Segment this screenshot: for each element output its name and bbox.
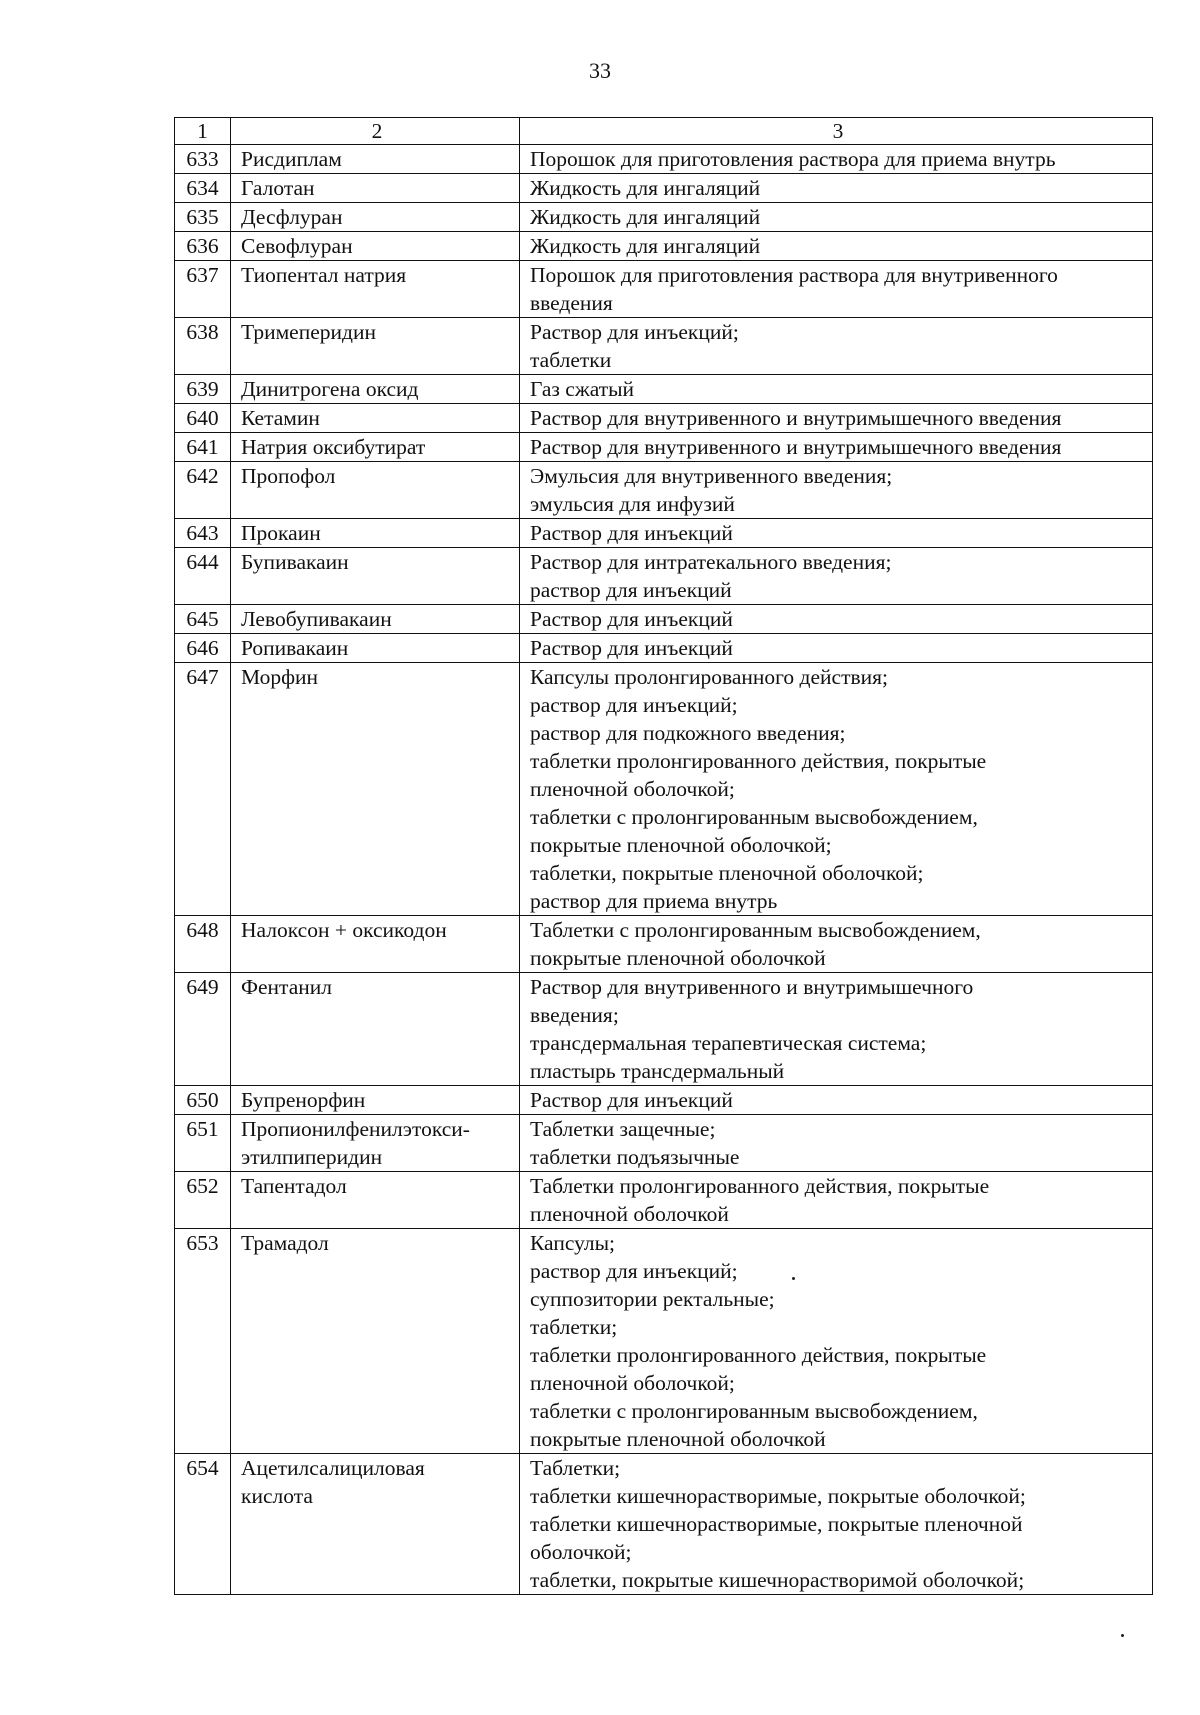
row-number: 652 xyxy=(175,1172,231,1229)
dosage-form-line: таблетки пролонгированного действия, покрытые xyxy=(530,749,987,773)
drug-name-line: Тапентадол xyxy=(241,1174,347,1198)
drug-name-line: Прокаин xyxy=(241,521,321,545)
drug-name-line: Трамадол xyxy=(241,1231,329,1255)
drug-name-cell xyxy=(231,663,520,916)
drug-name-cell xyxy=(231,462,520,519)
row-number: 649 xyxy=(175,973,231,1086)
row-number: 651 xyxy=(175,1115,231,1172)
column-header-2: 2 xyxy=(231,118,520,145)
dosage-form-line: Раствор для инъекций xyxy=(530,521,733,545)
drug-name-cell xyxy=(231,203,520,232)
dosage-form-line: Жидкость для ингаляций xyxy=(530,176,761,200)
drug-name-cell xyxy=(231,1172,520,1229)
drug-name-cell xyxy=(231,1454,520,1595)
dosage-form-line: введения; xyxy=(530,1003,619,1027)
drug-name-line: Тримеперидин xyxy=(241,320,376,344)
dosage-form-line: покрытые пленочной оболочкой; xyxy=(530,833,832,857)
scan-speck xyxy=(1121,1634,1124,1637)
row-number: 635 xyxy=(175,203,231,232)
drug-name-line: Динитрогена оксид xyxy=(241,377,419,401)
dosage-forms-cell xyxy=(520,433,1153,462)
dosage-form-line: Таблетки пролонгированного действия, покрытые xyxy=(530,1174,990,1198)
dosage-forms-cell xyxy=(520,232,1153,261)
row-number: 650 xyxy=(175,1086,231,1115)
row-number: 644 xyxy=(175,548,231,605)
table-row xyxy=(175,232,1153,261)
dosage-forms-cell xyxy=(520,634,1153,663)
dosage-form-line: Раствор для инъекций xyxy=(530,636,733,660)
drug-name-line: Тиопентал натрия xyxy=(241,263,407,287)
table-body xyxy=(175,118,1153,1595)
medicines-table xyxy=(174,117,1153,1595)
dosage-forms-cell xyxy=(520,1172,1153,1229)
dosage-form-line: Капсулы пролонгированного действия; xyxy=(530,665,888,689)
drug-name-cell xyxy=(231,1115,520,1172)
dosage-form-line: таблетки подъязычные xyxy=(530,1145,740,1169)
table-row xyxy=(175,634,1153,663)
dosage-form-line: Таблетки с пролонгированным высвобождением, xyxy=(530,918,981,942)
dosage-form-line: Жидкость для ингаляций xyxy=(530,205,761,229)
page-number: 33 xyxy=(589,58,611,83)
drug-name-cell xyxy=(231,232,520,261)
dosage-form-line: покрытые пленочной оболочкой xyxy=(530,946,826,970)
dosage-form-line: Капсулы; xyxy=(530,1231,616,1255)
dosage-form-line: раствор для подкожного введения; xyxy=(530,721,846,745)
drug-name-line: Натрия оксибутират xyxy=(241,435,426,459)
dosage-form-line: таблетки xyxy=(530,348,612,372)
drug-name-line: Морфин xyxy=(241,665,319,689)
dosage-forms-cell xyxy=(520,174,1153,203)
table-row xyxy=(175,433,1153,462)
drug-name-cell xyxy=(231,261,520,318)
dosage-form-line: Жидкость для ингаляций xyxy=(530,234,761,258)
drug-name-line: Ацетилсалициловая xyxy=(241,1456,425,1480)
drug-name-cell xyxy=(231,916,520,973)
dosage-form-line: раствор для инъекций; xyxy=(530,1259,738,1283)
table-row xyxy=(175,462,1153,519)
table-row xyxy=(175,261,1153,318)
table-row xyxy=(175,375,1153,404)
dosage-form-line: таблетки, покрытые пленочной оболочкой; xyxy=(530,861,924,885)
row-number: 633 xyxy=(175,145,231,174)
table-row xyxy=(175,519,1153,548)
drug-name-cell xyxy=(231,404,520,433)
drug-name-cell xyxy=(231,973,520,1086)
dosage-form-line: Раствор для инъекций; xyxy=(530,320,739,344)
dosage-form-line: покрытые пленочной оболочкой xyxy=(530,1427,826,1451)
row-number: 653 xyxy=(175,1229,231,1454)
dosage-form-line: Эмульсия для внутривенного введения; xyxy=(530,464,893,488)
table-row xyxy=(175,1086,1153,1115)
table-row xyxy=(175,916,1153,973)
table-row xyxy=(175,1454,1153,1595)
table-header-row xyxy=(175,118,1153,145)
drug-name-cell xyxy=(231,1229,520,1454)
dosage-forms-cell xyxy=(520,1454,1153,1595)
dosage-forms-cell xyxy=(520,519,1153,548)
dosage-form-line: эмульсия для инфузий xyxy=(530,492,735,516)
drug-name-cell xyxy=(231,318,520,375)
dosage-forms-cell xyxy=(520,318,1153,375)
dosage-forms-cell xyxy=(520,145,1153,174)
drug-name-cell xyxy=(231,375,520,404)
dosage-form-line: Раствор для инъекций xyxy=(530,607,733,631)
dosage-forms-cell xyxy=(520,203,1153,232)
dosage-forms-cell xyxy=(520,462,1153,519)
dosage-form-line: пленочной оболочкой; xyxy=(530,777,735,801)
dosage-forms-cell xyxy=(520,1086,1153,1115)
column-header-3: 3 xyxy=(520,118,1153,145)
row-number: 638 xyxy=(175,318,231,375)
dosage-forms-cell xyxy=(520,375,1153,404)
dosage-form-line: Газ сжатый xyxy=(530,377,635,401)
drug-name-cell xyxy=(231,145,520,174)
dosage-form-line: раствор для приема внутрь xyxy=(530,889,778,913)
dosage-form-line: Раствор для внутривенного и внутримышечного введения xyxy=(530,406,1062,430)
drug-name-cell xyxy=(231,433,520,462)
drug-name-line: Бупренорфин xyxy=(241,1088,366,1112)
dosage-form-line: Таблетки защечные; xyxy=(530,1117,716,1141)
dosage-form-line: трансдермальная терапевтическая система; xyxy=(530,1031,927,1055)
dosage-forms-cell xyxy=(520,1229,1153,1454)
dosage-forms-cell xyxy=(520,261,1153,318)
table-row xyxy=(175,1115,1153,1172)
drug-name-cell xyxy=(231,548,520,605)
scan-speck xyxy=(792,1277,795,1280)
row-number: 646 xyxy=(175,634,231,663)
dosage-form-line: пластырь трансдермальный xyxy=(530,1059,785,1083)
drug-name-line: Десфлуран xyxy=(241,205,343,229)
drug-name-line: Рисдиплам xyxy=(241,147,342,171)
table-row xyxy=(175,663,1153,916)
dosage-form-line: пленочной оболочкой; xyxy=(530,1371,735,1395)
table-row xyxy=(175,1229,1153,1454)
row-number: 634 xyxy=(175,174,231,203)
row-number: 654 xyxy=(175,1454,231,1595)
row-number: 640 xyxy=(175,404,231,433)
table-row xyxy=(175,605,1153,634)
drug-name-line: этилпиперидин xyxy=(241,1145,383,1169)
table-row xyxy=(175,548,1153,605)
table-row xyxy=(175,973,1153,1086)
dosage-form-line: раствор для инъекций; xyxy=(530,693,738,717)
dosage-form-line: таблетки кишечнорастворимые, покрытые оболочкой; xyxy=(530,1484,1026,1508)
dosage-form-line: Таблетки; xyxy=(530,1456,621,1480)
drug-name-line: Ропивакаин xyxy=(241,636,349,660)
dosage-form-line: таблетки, покрытые кишечнорастворимой оболочкой; xyxy=(530,1568,1025,1592)
drug-name-line: Левобупивакаин xyxy=(241,607,392,631)
row-number: 637 xyxy=(175,261,231,318)
drug-name-cell xyxy=(231,1086,520,1115)
row-number: 645 xyxy=(175,605,231,634)
dosage-form-line: Раствор для инъекций xyxy=(530,1088,733,1112)
table-row xyxy=(175,1172,1153,1229)
row-number: 643 xyxy=(175,519,231,548)
dosage-forms-cell xyxy=(520,605,1153,634)
row-number: 639 xyxy=(175,375,231,404)
row-number: 641 xyxy=(175,433,231,462)
dosage-form-line: раствор для инъекций xyxy=(530,578,732,602)
row-number: 636 xyxy=(175,232,231,261)
drug-name-cell xyxy=(231,605,520,634)
drug-name-cell xyxy=(231,634,520,663)
dosage-form-line: Раствор для внутривенного и внутримышечного xyxy=(530,975,974,999)
dosage-form-line: пленочной оболочкой xyxy=(530,1202,729,1226)
dosage-forms-cell xyxy=(520,548,1153,605)
dosage-form-line: таблетки кишечнорастворимые, покрытые пленочной xyxy=(530,1512,1023,1536)
drug-name-line: Кетамин xyxy=(241,406,320,430)
drug-name-cell xyxy=(231,174,520,203)
dosage-form-line: таблетки; xyxy=(530,1315,618,1339)
drug-name-line: кислота xyxy=(241,1484,313,1508)
drug-name-line: Галотан xyxy=(241,176,315,200)
column-header-1: 1 xyxy=(175,118,231,145)
drug-name-line: Бупивакаин xyxy=(241,550,349,574)
dosage-form-line: Порошок для приготовления раствора для приема внутрь xyxy=(530,147,1056,171)
drug-name-line: Налоксон + оксикодон xyxy=(241,918,447,942)
drug-name-cell xyxy=(231,519,520,548)
drug-name-line: Пропионилфенилэтокси- xyxy=(241,1117,470,1141)
dosage-form-line: Раствор для внутривенного и внутримышечного введения xyxy=(530,435,1062,459)
table-row xyxy=(175,318,1153,375)
dosage-form-line: таблетки с пролонгированным высвобождением, xyxy=(530,1399,978,1423)
dosage-forms-cell xyxy=(520,404,1153,433)
dosage-form-line: Порошок для приготовления раствора для внутривенного xyxy=(530,263,1058,287)
row-number: 642 xyxy=(175,462,231,519)
row-number: 647 xyxy=(175,663,231,916)
table-row xyxy=(175,174,1153,203)
dosage-form-line: таблетки с пролонгированным высвобождением, xyxy=(530,805,978,829)
dosage-form-line: Раствор для интратекального введения; xyxy=(530,550,892,574)
row-number: 648 xyxy=(175,916,231,973)
table-row xyxy=(175,203,1153,232)
drug-name-line: Пропофол xyxy=(241,464,336,488)
dosage-form-line: оболочкой; xyxy=(530,1540,632,1564)
dosage-forms-cell xyxy=(520,916,1153,973)
table-row xyxy=(175,145,1153,174)
dosage-form-line: суппозитории ректальные; xyxy=(530,1287,775,1311)
dosage-forms-cell xyxy=(520,663,1153,916)
dosage-form-line: введения xyxy=(530,291,613,315)
dosage-form-line: таблетки пролонгированного действия, покрытые xyxy=(530,1343,987,1367)
drug-name-line: Фентанил xyxy=(241,975,332,999)
dosage-forms-cell xyxy=(520,1115,1153,1172)
drug-name-line: Севофлуран xyxy=(241,234,353,258)
table-row xyxy=(175,404,1153,433)
dosage-forms-cell xyxy=(520,973,1153,1086)
